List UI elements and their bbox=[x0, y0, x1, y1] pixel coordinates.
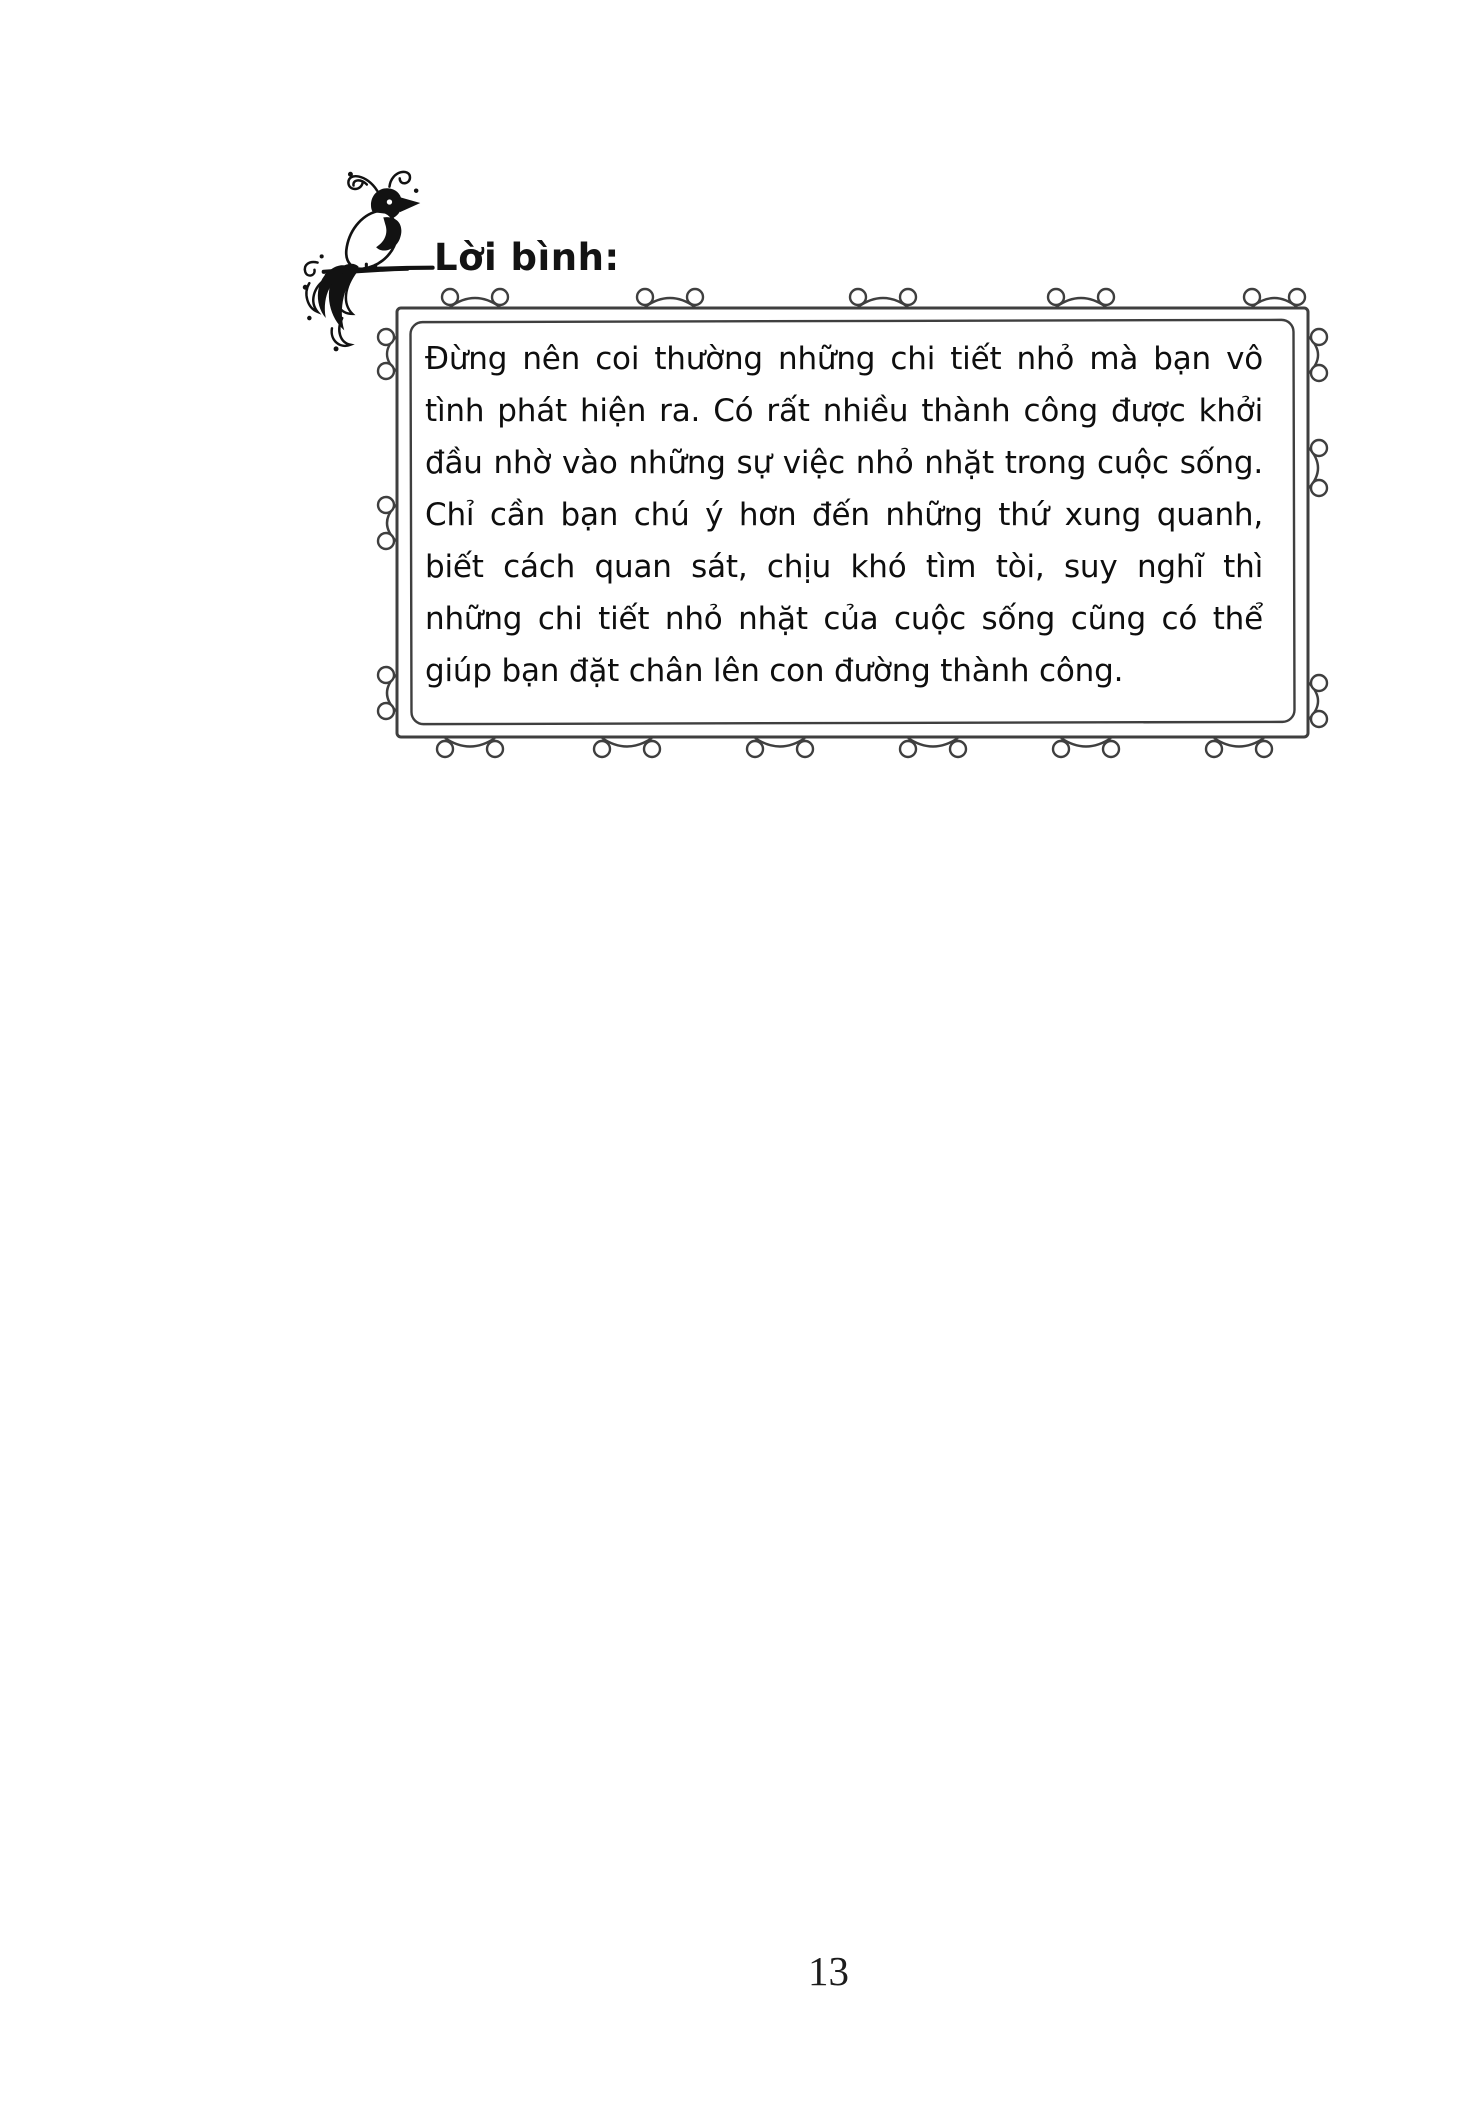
comment-line: Đừng nên coi thường những chi tiết nhỏ mà bạn vô bbox=[425, 341, 1263, 377]
section-heading: Lời bình: bbox=[434, 236, 620, 279]
comment-line: tình phát hiện ra. Có rất nhiều thành công được khởi bbox=[425, 393, 1263, 429]
comment-paragraph bbox=[425, 333, 1263, 697]
comment-line: giúp bạn đặt chân lên con đường thành công. bbox=[425, 653, 1124, 689]
comment-line: những chi tiết nhỏ nhặt của cuộc sống cũng có thể bbox=[425, 601, 1263, 637]
comment-line: Chỉ cần bạn chú ý hơn đến những thứ xung quanh, bbox=[425, 497, 1263, 533]
comment-line: đầu nhờ vào những sự việc nhỏ nhặt trong cuộc sống. bbox=[425, 445, 1263, 481]
comment-line: biết cách quan sát, chịu khó tìm tòi, suy nghĩ thì bbox=[425, 549, 1263, 585]
page-number: 13 bbox=[808, 1948, 849, 1994]
